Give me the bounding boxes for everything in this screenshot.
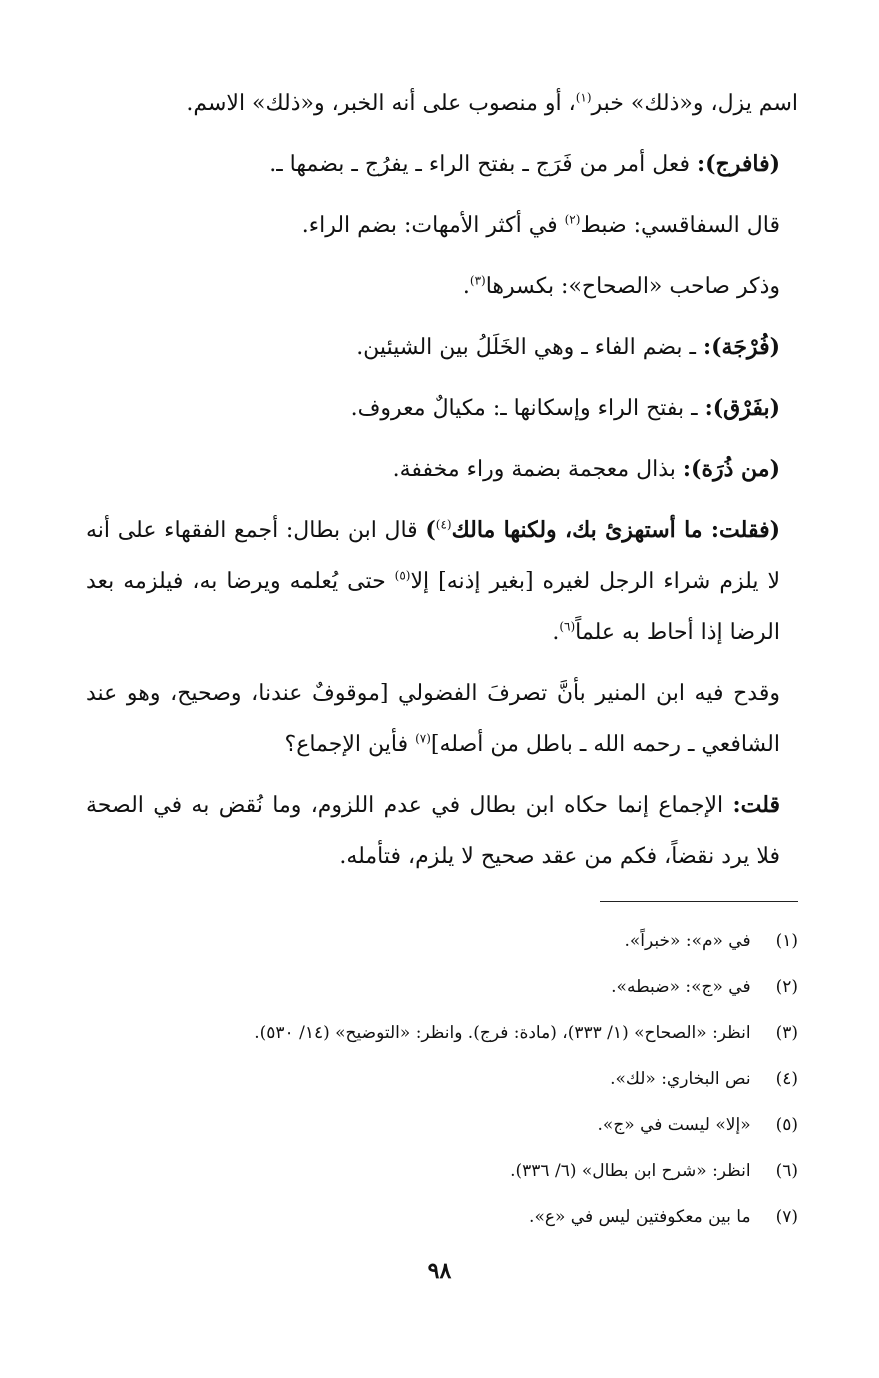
paragraph	[86, 668, 798, 770]
bold-term: )	[425, 517, 436, 543]
text-run: وذكر صاحب «الصحاح»: بكسرها	[485, 274, 780, 299]
footnotes	[86, 918, 798, 1240]
footnote-number: (١)	[775, 931, 798, 951]
footnote-text: في «ج»: «ضبطه».	[611, 977, 751, 997]
footnote-marker: (٤)	[435, 517, 452, 532]
footnote-number: (٥)	[775, 1115, 798, 1135]
footnote-number: (٤)	[775, 1069, 798, 1089]
footnote-item	[86, 1148, 798, 1194]
footnote-number: (٣)	[775, 1023, 798, 1043]
footnote-item	[86, 1010, 798, 1056]
text-run: فعل أمر من فَرَج ـ بفتح الراء ـ يفرُج ـ بضمها ـ.	[269, 152, 697, 177]
footnote-separator	[600, 901, 798, 902]
text-run: بذال معجمة بضمة وراء مخففة.	[392, 457, 683, 482]
bold-term: (فُرْجَة):	[703, 334, 780, 360]
text-run: .	[552, 620, 560, 645]
text-run: .	[462, 274, 470, 299]
paragraph	[86, 78, 798, 129]
text-run: ، أو منصوب على أنه الخبر، و«ذلك» الاسم.	[186, 91, 576, 116]
footnote-number: (٦)	[775, 1161, 798, 1181]
paragraph	[86, 139, 798, 190]
footnote-item	[86, 1102, 798, 1148]
footnote-marker: (٢)	[564, 212, 581, 227]
text-run: في أكثر الأمهات: بضم الراء.	[301, 213, 565, 238]
footnote-item	[86, 918, 798, 964]
footnote-marker: (١)	[575, 90, 592, 105]
footnote-item	[86, 964, 798, 1010]
text-run: قال ابن بطال: أجمع الفقهاء على أنه لا يلزم شراء الرجل لغيره [بغير إذنه] إلا	[86, 518, 781, 594]
footnote-text: انظر: «الصحاح» (١/ ٣٣٣)، (مادة: فرج). وانظر: «التوضيح» (١٤/ ٥٣٠).	[254, 1023, 751, 1043]
paragraph	[86, 322, 798, 373]
bold-term: (بفَرْق):	[704, 395, 780, 421]
paragraph	[86, 444, 798, 495]
footnote-text: ما بين معكوفتين ليس في «ع».	[529, 1207, 751, 1227]
footnote-number: (٧)	[775, 1207, 798, 1227]
paragraph	[86, 383, 798, 434]
footnote-marker: (٦)	[559, 619, 576, 634]
text-run: وقدح فيه ابن المنير بأنَّ تصرفَ الفضولي [موقوفٌ عندنا، وصحيح، وهو عند الشافعي ـ رحمه الله ـ باطل من أصله]	[86, 681, 780, 757]
text-run: ـ بفتح الراء وإسكانها ـ: مكيالٌ معروف.	[350, 396, 705, 421]
text-run: قال السفاقسي: ضبط	[580, 213, 780, 238]
footnote-marker: (٧)	[415, 731, 431, 746]
bold-term: (فافرج):	[696, 151, 780, 177]
paragraph	[86, 200, 798, 251]
bold-term: (فقلت: ما أستهزئ بك، ولكنها مالك	[451, 517, 780, 543]
page-number: ٩٨	[427, 1258, 452, 1284]
footnote-text: نص البخاري: «لك».	[610, 1069, 751, 1089]
footnote-marker: (٣)	[469, 273, 486, 288]
footnote-marker: (٥)	[394, 568, 411, 583]
paragraph	[86, 261, 798, 312]
bold-term: قلت:	[732, 792, 780, 818]
footnote-item	[86, 1056, 798, 1102]
text-run: الإجماع إنما حكاه ابن بطال في عدم اللزوم، وما نُقض به في الصحة فلا يرد نقضاً، فكم من عقد صحيح لا يلزم، فتأمله.	[86, 793, 780, 869]
footnote-item	[86, 1194, 798, 1240]
text-run: اسم يزل، و«ذلك» خبر	[591, 91, 798, 116]
text-run: ـ بضم الفاء ـ وهي الخَلَلُ بين الشيئين.	[356, 335, 703, 360]
paragraph	[86, 780, 798, 882]
footnote-number: (٢)	[775, 977, 798, 997]
footnote-text: في «م»: «خبراً».	[624, 931, 751, 951]
bold-term: (من ذُرَة):	[682, 456, 780, 482]
text-run: فأين الإجماع؟	[284, 732, 416, 757]
text-run: حتى يُعلمه ويرضا به، فيلزمه بعد الرضا إذا أحاط به علماً	[86, 569, 780, 645]
main-text	[86, 78, 798, 892]
footnote-text: «إلا» ليست في «ج».	[597, 1115, 751, 1135]
paragraph	[86, 505, 798, 658]
footnote-text: انظر: «شرح ابن بطال» (٦/ ٣٣٦).	[510, 1161, 751, 1181]
